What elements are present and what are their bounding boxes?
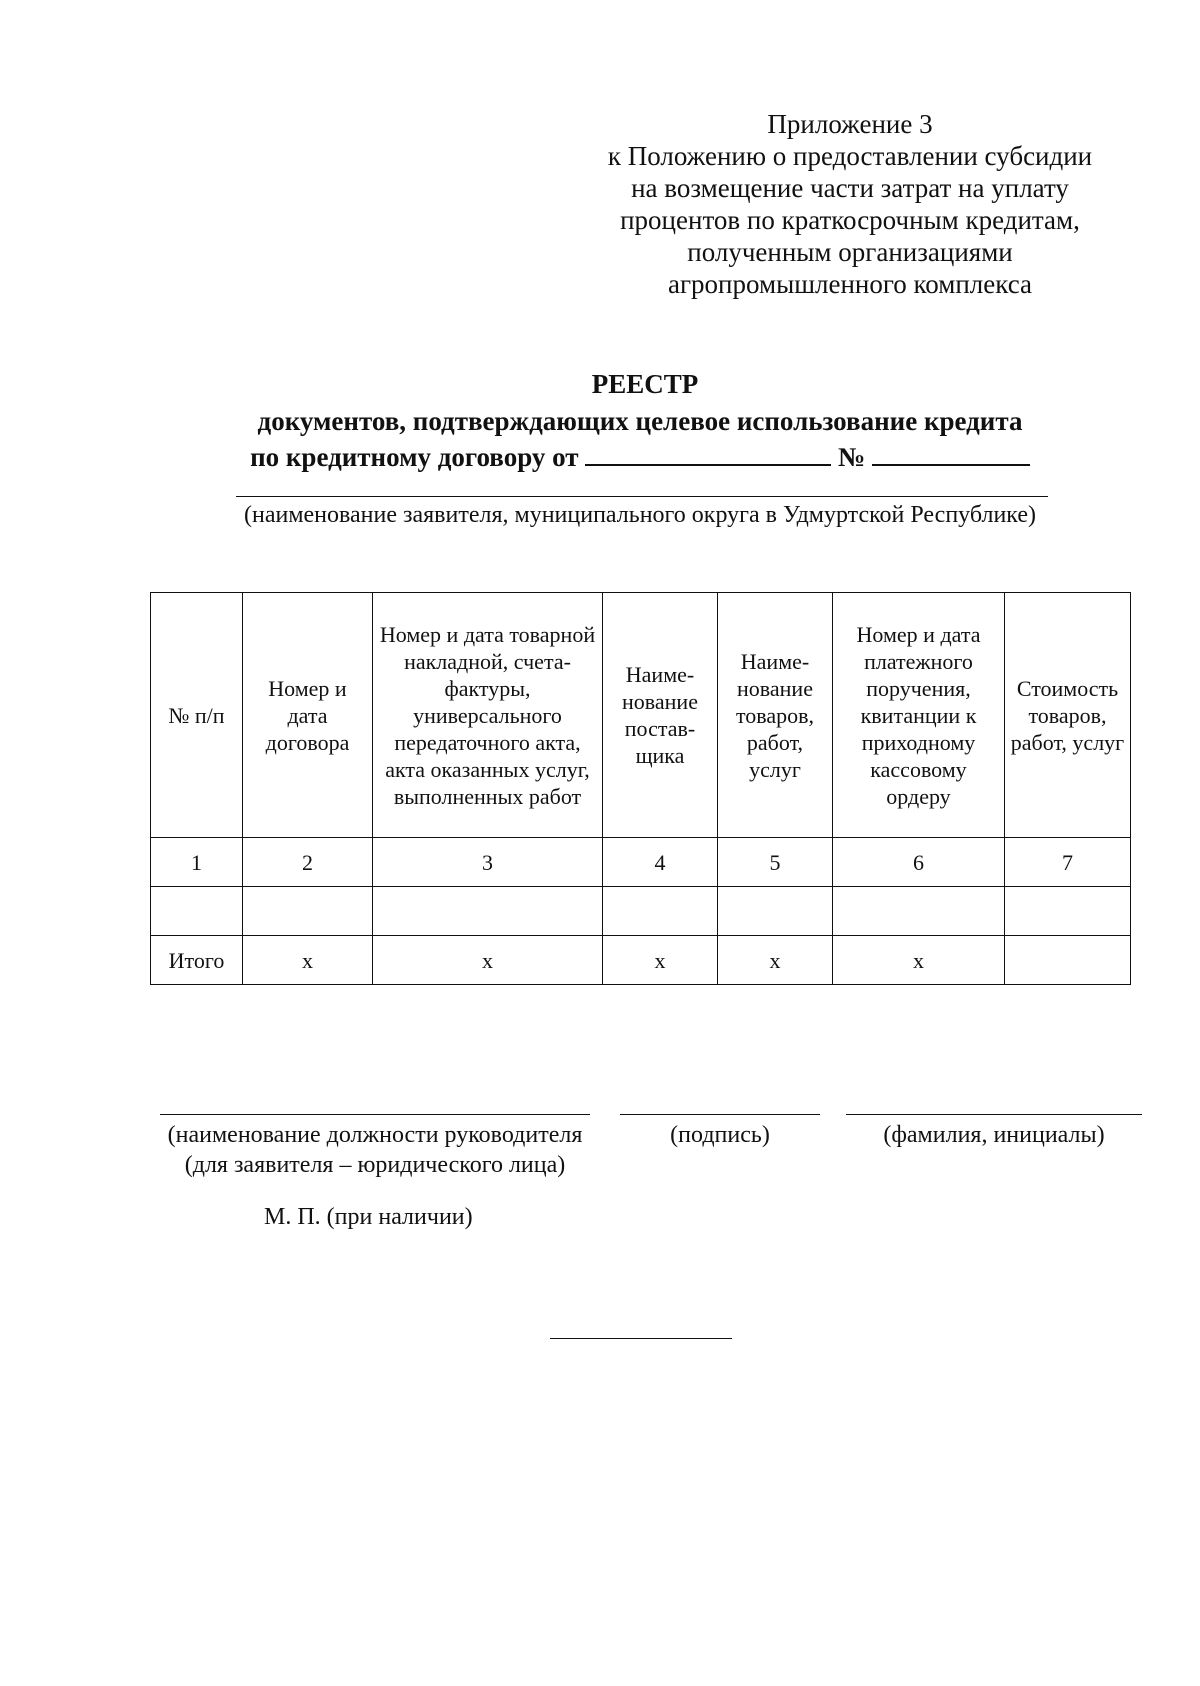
- header-cell: Номер и дата договора: [243, 593, 373, 838]
- applicant-caption: (наименование заявителя, муниципального округа в Удмуртской Республике): [243, 502, 1036, 528]
- position-caption-line-1: (наименование должности руководителя: [167, 1122, 583, 1148]
- position-caption: [140, 1120, 610, 1180]
- table-row: [151, 838, 1131, 887]
- appendix-line: на возмещение части затрат на уплату: [631, 173, 1069, 203]
- total-cell: х: [243, 936, 373, 985]
- column-number-cell: 7: [1005, 838, 1131, 887]
- header-cell: № п/п: [151, 593, 243, 838]
- total-cell: х: [833, 936, 1005, 985]
- total-cell: х: [603, 936, 718, 985]
- empty-cell[interactable]: [833, 887, 1005, 936]
- header-cell: Наиме-нование товаров, работ, услуг: [718, 593, 833, 838]
- empty-cell[interactable]: [1005, 887, 1131, 936]
- position-caption-line-2: (для заявителя – юридического лица): [184, 1152, 566, 1178]
- document-title: РЕЕСТР: [591, 369, 699, 399]
- total-cell: х: [718, 936, 833, 985]
- appendix-line: к Положению о предоставлении субсидии: [607, 141, 1093, 171]
- stamp-note: М. П. (при наличии): [264, 1204, 473, 1230]
- header-cell: Наиме-нование постав-щика: [603, 593, 718, 838]
- column-number-cell: 4: [603, 838, 718, 887]
- appendix-line: полученным организациями: [687, 237, 1013, 267]
- header-cell: Номер и дата платежного поручения, квитанции к приходному кассовому ордеру: [833, 593, 1005, 838]
- subtitle-line-2: [200, 438, 1080, 474]
- number-sign: №: [838, 442, 866, 472]
- appendix-line: процентов по краткосрочным кредитам,: [620, 205, 1080, 235]
- empty-cell[interactable]: [603, 887, 718, 936]
- column-number-cell: 5: [718, 838, 833, 887]
- name-caption: (фамилия, инициалы): [883, 1122, 1105, 1148]
- registry-table: [150, 592, 1131, 985]
- signature-line[interactable]: [620, 1114, 820, 1115]
- total-cell: Итого: [151, 936, 243, 985]
- column-number-cell: 2: [243, 838, 373, 887]
- column-number-cell: 1: [151, 838, 243, 887]
- column-number-cell: 6: [833, 838, 1005, 887]
- table-row: [151, 887, 1131, 936]
- header-cell: Стоимость товаров, работ, услуг: [1005, 593, 1131, 838]
- name-signature-line[interactable]: [846, 1114, 1142, 1115]
- empty-cell[interactable]: [373, 887, 603, 936]
- total-row: [151, 936, 1131, 985]
- appendix-line: агропромышленного комплекса: [668, 269, 1032, 299]
- position-signature-line[interactable]: [160, 1114, 590, 1115]
- credit-agreement-label: по кредитному договору от: [250, 442, 579, 472]
- signature-caption: (подпись): [670, 1122, 770, 1148]
- appendix-line: Приложение 3: [767, 109, 933, 139]
- empty-cell[interactable]: [718, 887, 833, 936]
- empty-cell[interactable]: [151, 887, 243, 936]
- total-cell: х: [373, 936, 603, 985]
- document-subtitle: [200, 404, 1080, 474]
- subtitle-line-1: документов, подтверждающих целевое использование кредита: [257, 406, 1023, 436]
- header-cell: Номер и дата товарной накладной, счета-фактуры, универсального передаточного акта, акта оказанных услуг, выполненных работ: [373, 593, 603, 838]
- table-header-row: [151, 593, 1131, 838]
- total-value-cell[interactable]: [1005, 936, 1131, 985]
- agreement-date-blank[interactable]: [585, 438, 831, 466]
- column-number-cell: 3: [373, 838, 603, 887]
- agreement-number-blank[interactable]: [872, 438, 1030, 466]
- appendix-header: [580, 108, 1120, 300]
- applicant-name-blank[interactable]: [236, 496, 1048, 497]
- empty-cell[interactable]: [243, 887, 373, 936]
- end-divider: [550, 1338, 732, 1339]
